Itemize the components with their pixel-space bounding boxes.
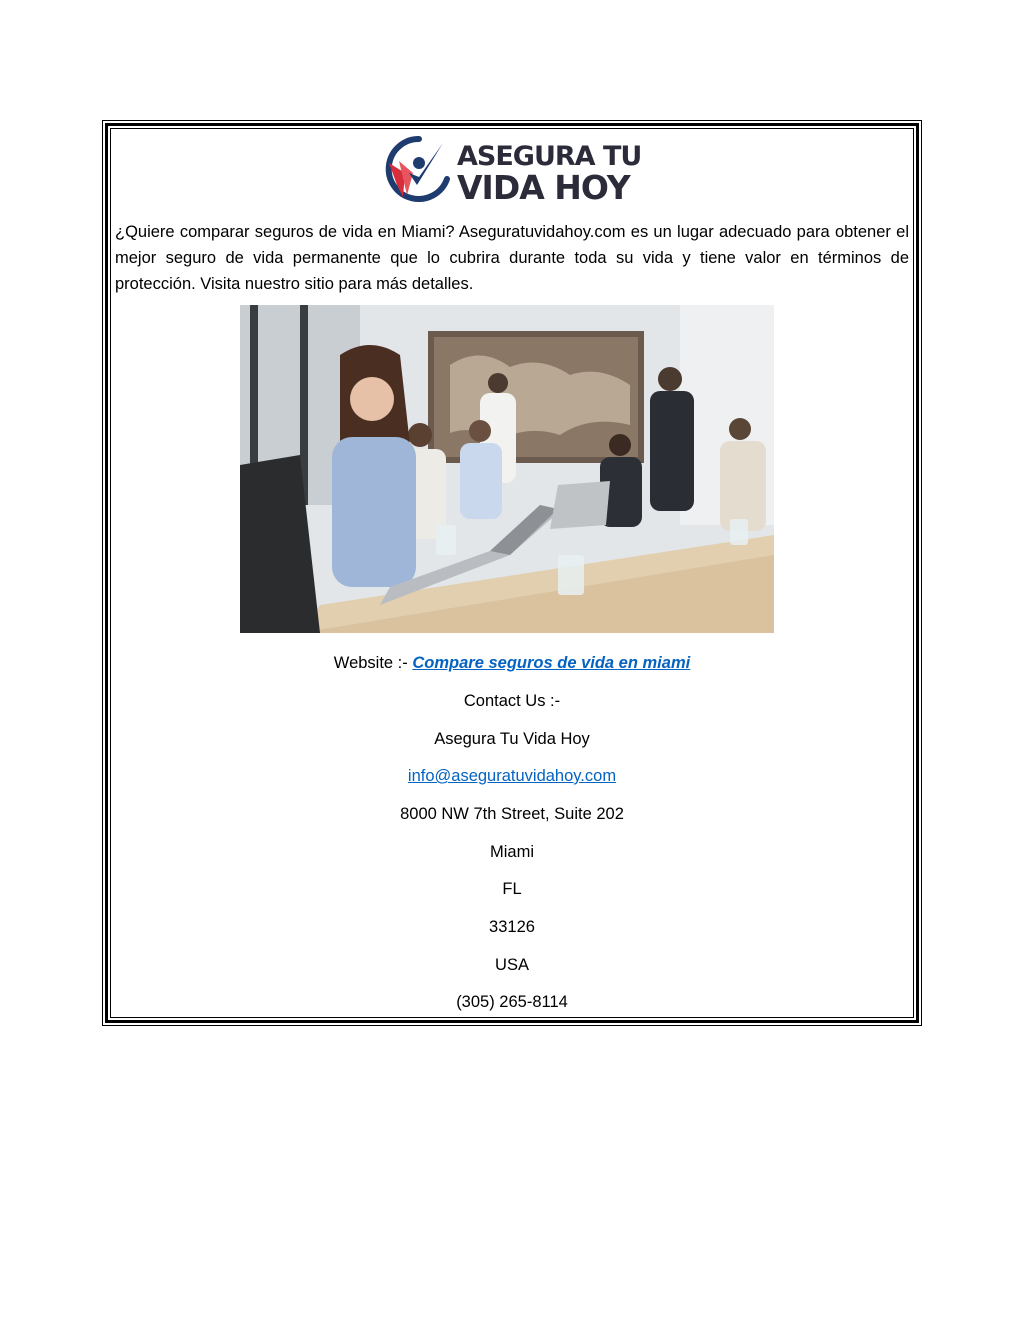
company-name: Asegura Tu Vida Hoy [434,730,590,748]
country: USA [495,956,529,974]
logo-wordmark [457,141,642,207]
intro-paragraph: ¿Quiere comparar seguros de vida en Miami? Aseguratuvidahoy.com es un lugar adecuado para obtener el mejor seguro de vida permanente que lo cubrira durante toda su vida y tiene valor en términos de protección. Visita nuestro sitio para más detalles. [115,223,909,293]
phone-number: (305) 265-8114 [456,993,568,1011]
website-label: Website :- [333,654,413,672]
page-border-frame [102,120,922,1026]
office-meeting-photo [240,305,774,633]
website-link[interactable]: Compare seguros de vida en miami [412,654,691,672]
city: Miami [490,843,534,861]
state: FL [502,880,522,898]
zip-code: 33126 [489,918,535,936]
photo-illustration [240,305,774,633]
company-logo [383,133,643,205]
document-content [103,121,921,1025]
logo-line-2: VIDA HOY [457,168,630,207]
email-line [103,766,921,786]
street-address: 8000 NW 7th Street, Suite 202 [400,805,624,823]
email-link[interactable]: info@aseguratuvidahoy.com [407,767,617,785]
logo-line-1: ASEGURA TU [457,141,642,172]
website-line [103,653,921,673]
contact-heading: Contact Us :- [463,692,561,710]
logo-emblem-icon [383,133,455,205]
